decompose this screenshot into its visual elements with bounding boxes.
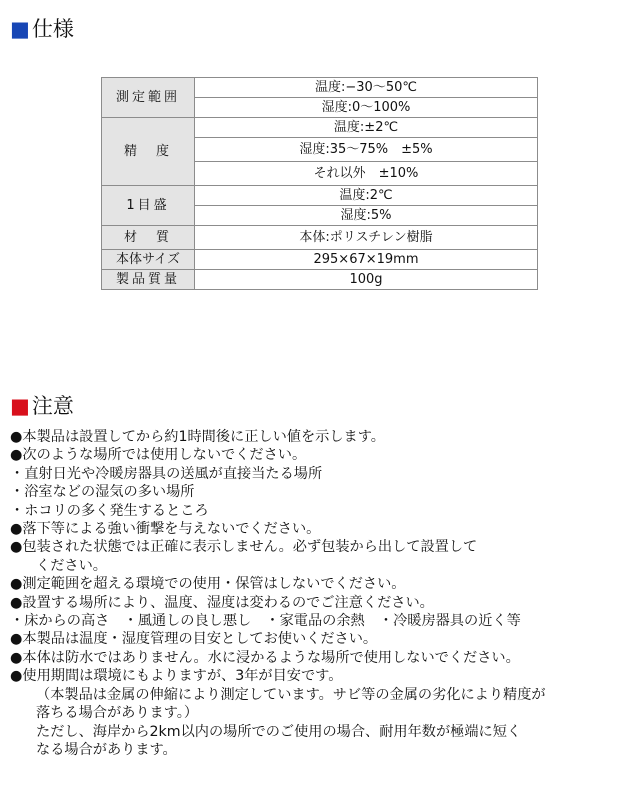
spec-label-weight: 製品質量 (102, 270, 195, 290)
note-line: ●本製品は温度・湿度管理の目安としてお使いください。 (10, 631, 378, 648)
spec-row-scale (102, 186, 538, 206)
spec-value: 295×67×19mm (195, 250, 538, 270)
note-line: ●包装された状態では正確に表示しません。必ず包装から出して設置して (10, 539, 478, 556)
spec-value: 温度:2℃ (195, 186, 538, 206)
notes-section-heading (10, 393, 74, 419)
spec-section-heading (10, 16, 74, 42)
spec-table (101, 77, 538, 290)
note-line: ●本製品は設置してから約1時間後に正しい値を示します。 (10, 429, 385, 445)
note-line: ・浴室などの湿気の多い場所 (10, 484, 195, 501)
note-line: ●本体は防水ではありません。水に浸かるような場所で使用しないでください。 (10, 649, 520, 666)
note-line: ●落下等による強い衝撃を与えないでください。 (10, 521, 321, 538)
notes-heading-marker-icon: ■ (10, 394, 30, 418)
note-line: なる場合があります。 (36, 741, 177, 758)
note-line: ・ホコリの多く発生するところ (10, 502, 209, 519)
note-line: 落ちる場合があります。） (36, 705, 199, 722)
spec-label-size: 本体サイズ (102, 250, 195, 270)
notes-list (10, 428, 630, 759)
note-line: ・床からの高さ ・風通しの良し悪し ・家電品の余熱 ・冷暖房器具の近く等 (10, 613, 521, 630)
note-line: ただし、海岸から2km以内の場所でのご使用の場合、耐用年数が極端に短く (36, 723, 522, 740)
note-line: （本製品は金属の伸縮により測定しています。サビ等の金属の劣化により精度が (36, 686, 546, 703)
note-line: ●設置する場所により、温度、湿度は変わるのでご注意ください。 (10, 594, 434, 611)
note-line: ください。 (36, 557, 107, 574)
spec-row-weight (102, 270, 538, 290)
spec-label-accuracy: 精 度 (102, 118, 195, 186)
spec-label-scale: 1目盛 (102, 186, 195, 226)
spec-label-material: 材 質 (102, 226, 195, 250)
spec-row-material (102, 226, 538, 250)
spec-heading-marker-icon: ■ (10, 17, 30, 41)
spec-label-range: 測定範囲 (102, 78, 195, 118)
spec-value: 湿度:0〜100% (195, 98, 538, 118)
note-line: ●次のような場所では使用しないでください。 (10, 447, 307, 464)
note-line: ●使用期間は環境にもよりますが、3年が目安です。 (10, 668, 343, 685)
spec-value: 湿度:5% (195, 206, 538, 226)
note-line: ●測定範囲を超える環境での使用・保管はしないでください。 (10, 576, 406, 593)
notes-heading-text: 注意 (31, 394, 74, 418)
note-line: ・直射日光や冷暖房器具の送風が直接当たる場所 (10, 465, 323, 482)
spec-value: 温度:−30〜50℃ (195, 78, 538, 98)
spec-value: 温度:±2℃ (195, 118, 538, 138)
spec-value: それ以外 ±10% (195, 162, 538, 186)
spec-value: 本体:ポリスチレン樹脂 (195, 226, 538, 250)
spec-value: 湿度:35〜75% ±5% (195, 138, 538, 162)
spec-value: 100g (195, 270, 538, 290)
spec-heading-text: 仕様 (31, 17, 74, 41)
spec-row-accuracy (102, 118, 538, 138)
spec-row-range (102, 78, 538, 98)
spec-row-size (102, 250, 538, 270)
